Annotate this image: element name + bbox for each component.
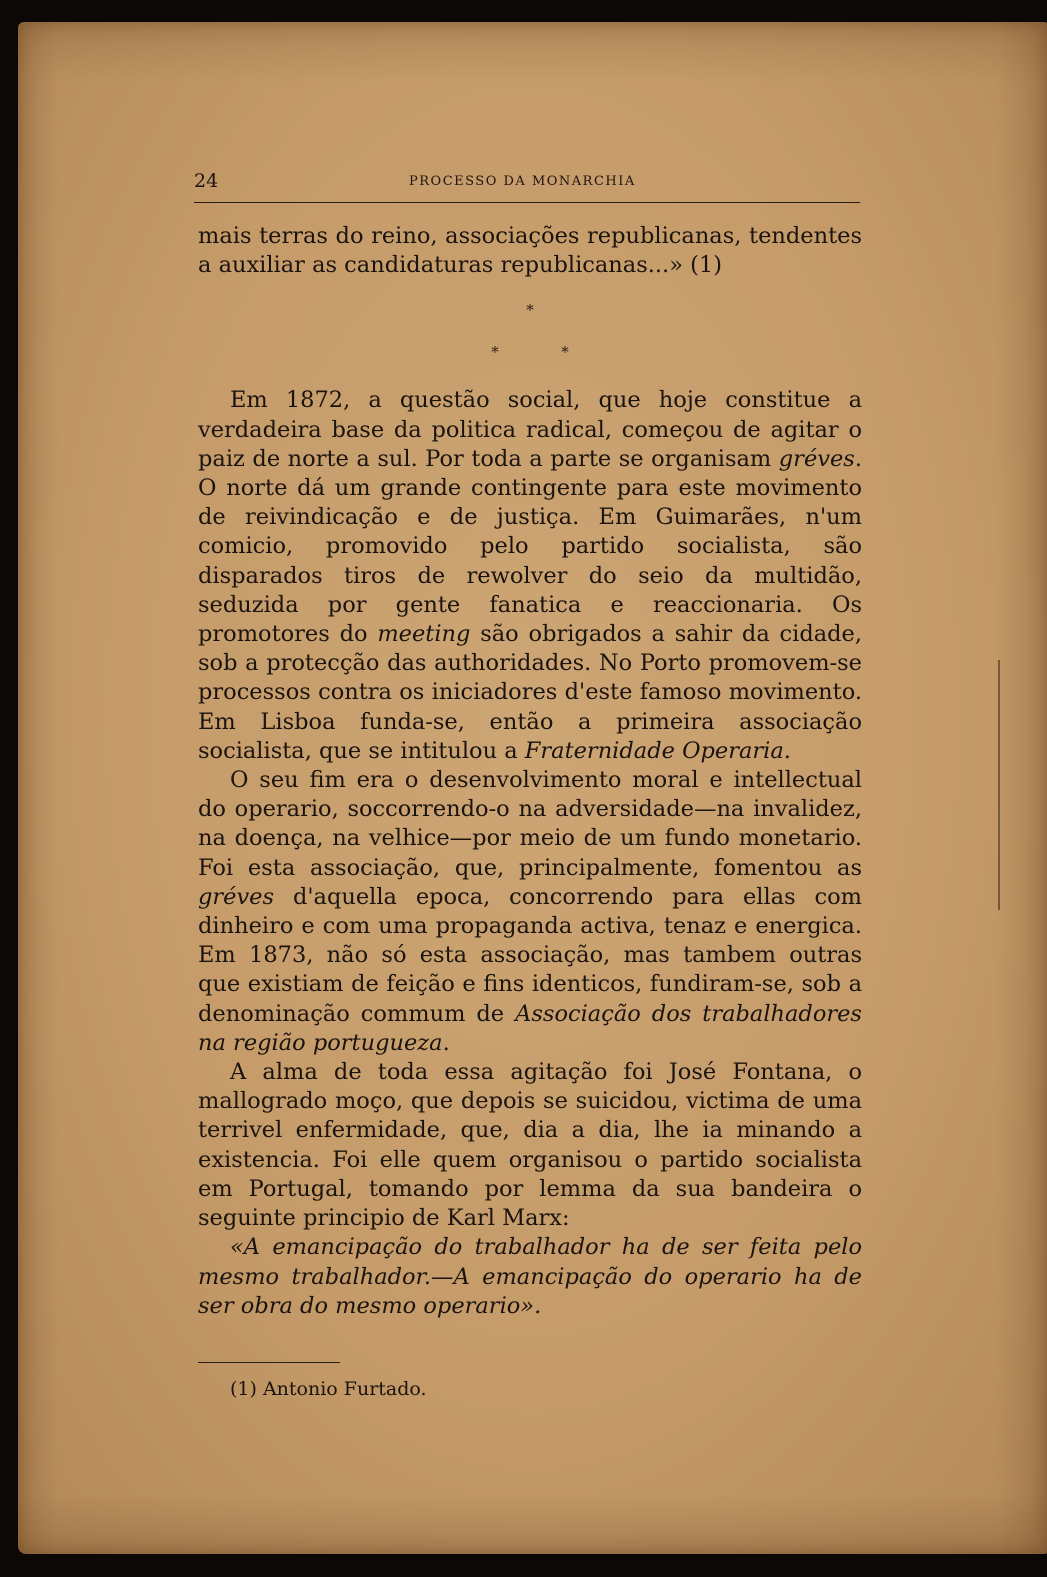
paragraph-3: A alma de toda essa agitação foi José Fontana, o mallogrado moço, que depois se suicidou, victima de uma terrivel enfermidade, que, dia a dia, lhe ia minando a existencia. Foi elle quem organisou o partido socialista em Portugal, tomando por lemma da sua bandeira o seguinte principio de Karl Marx: (198, 1059, 862, 1232)
section-separator-bottom (198, 320, 862, 386)
section-separator-top (198, 280, 862, 320)
footnote: (1) Antonio Furtado. (230, 1378, 427, 1400)
star-mark: * (526, 301, 534, 320)
italic-term: gréves (198, 883, 275, 910)
margin-mark (998, 660, 1004, 910)
italic-term: meeting (377, 621, 471, 648)
paragraph-1: Em 1872, a questão social, que hoje constitue a verdadeira base da politica radical, começou de agitar o paiz de norte a sul. Por toda a parte se organisam gréves. O norte dá um grande contingente para este movimento de reivindicação e de justiça. Em Guimarães, n'um comicio, promovido pelo partido socialista, são disparados tiros de rewolver do seio da multidão, seduzida por gente fanatica e reaccionaria. Os promotores do meeting são obrigados a sahir da cidade, sob a protecção das authoridades. No Porto promovem-se processos contra os iniciadores d'este famoso movimento. Em Lisboa funda-se, então a primeira associação socialista, que se intitulou a Fraternidade Operaria. (198, 387, 863, 764)
running-title: PROCESSO DA MONARCHIA (409, 174, 636, 189)
page-header (194, 170, 864, 200)
footnote-rule (198, 1362, 340, 1363)
italic-term: Fraternidade Operaria (524, 737, 784, 764)
body-text (198, 222, 862, 1321)
paragraph-2: O seu fim era o desenvolvimento moral e intellectual do operario, soccorrendo-o na adversidade—na invalidez, na doença, na velhice—por meio de um fundo monetario. Foi esta associação, que, principalmente, fomentou as gréves d'aquella epoca, concorrendo para ellas com dinheiro e com uma propaganda activa, tenaz e energica. Em 1873, não só esta associação, mas tambem outras que existiam de feição e fins identicos, fundiram-se, sob a denominação commum de Associação dos trabalhadores na região portugueza. (198, 767, 862, 1056)
star-mark: * (561, 343, 569, 362)
star-mark: * (491, 343, 499, 362)
header-rule (194, 202, 860, 203)
italic-term: gréves (778, 445, 855, 472)
marx-quote: «A emancipação do trabalhador ha de ser feita pelo mesmo trabalhador.—A emancipação do operario ha de ser obra do mesmo operario». (198, 1234, 862, 1319)
continuation-paragraph: mais terras do reino, associações republicanas, tendentes a auxiliar as candidaturas republicanas...» (1) (198, 223, 862, 279)
italic-term: Associação dos trabalhadores na região portugueza (198, 1000, 862, 1056)
page-number: 24 (194, 170, 219, 192)
